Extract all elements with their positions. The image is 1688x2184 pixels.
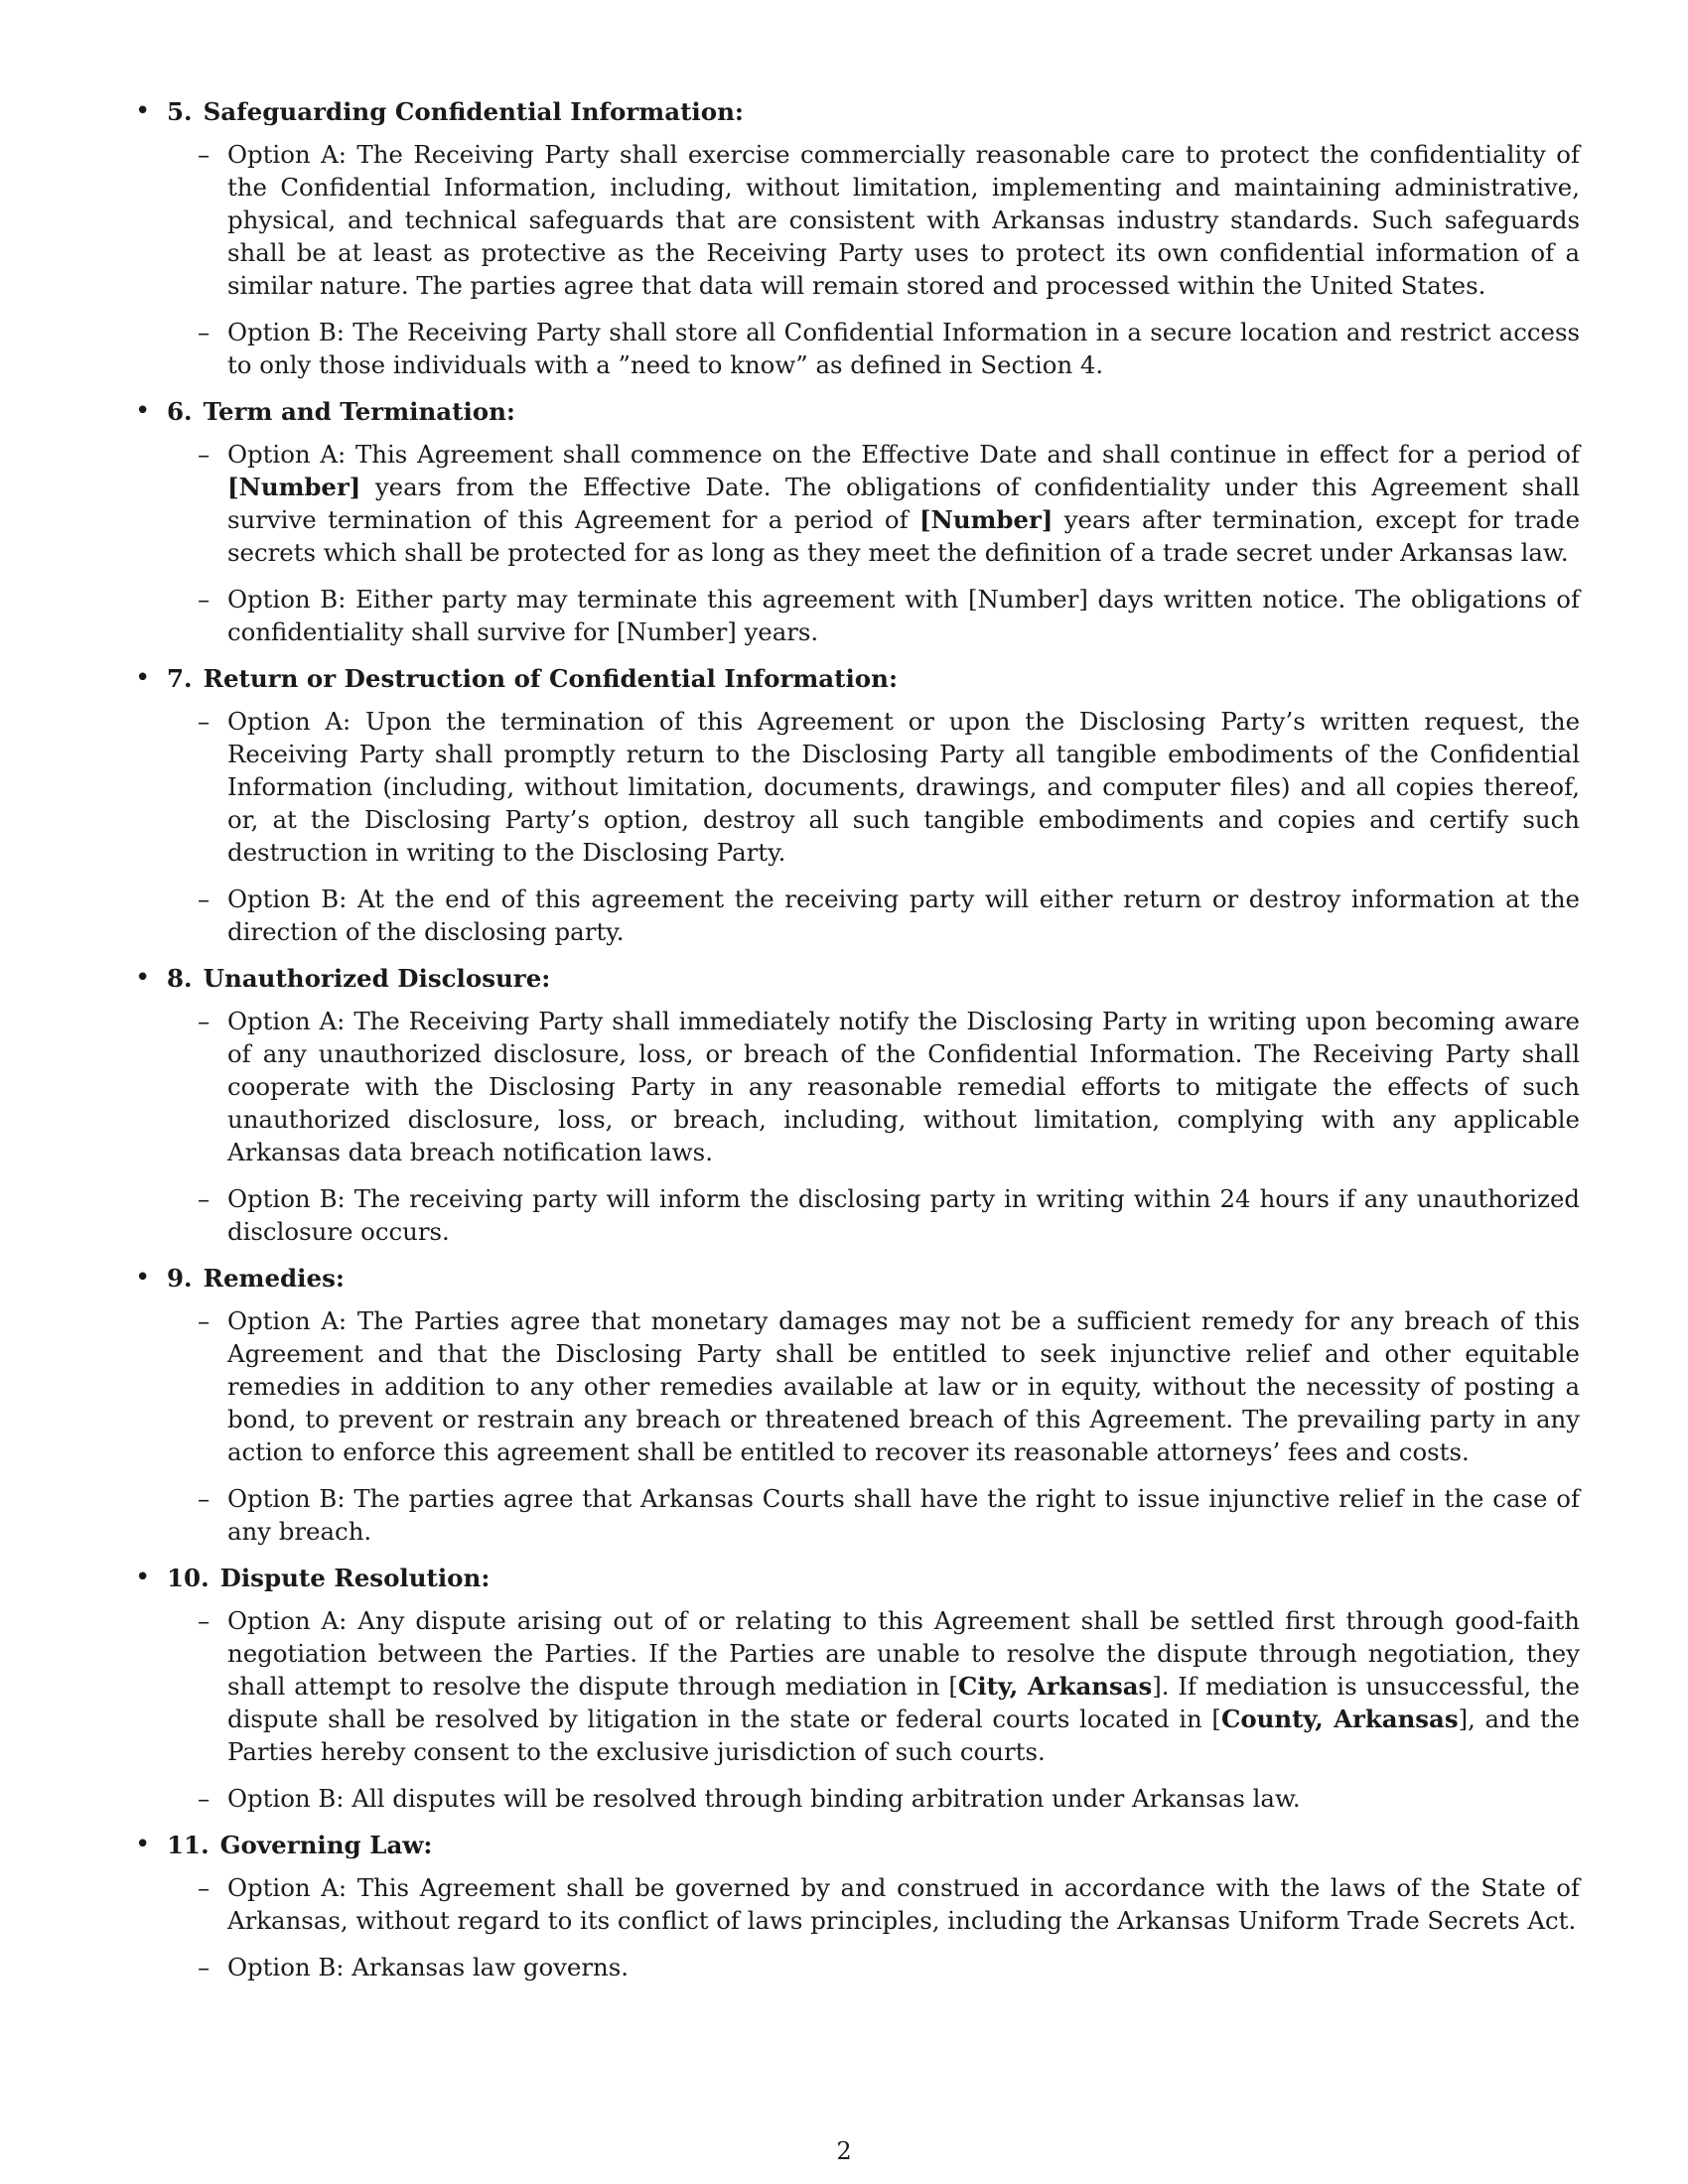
option-item [167,583,1580,648]
option-text: Option A: Any dispute arising out of or relating to this Agreement shall be settled first through good-faith negotiation between the Parties. If the Parties are unable to resolve the dispute through negotiation, they shall attempt to resolve the dispute through mediation in [227,1606,1580,1701]
option-text: years from the Effective Date. The obligations of confidentiality under this Agreement shall survive termination of this Agreement for a period of [227,473,1580,534]
option-item [167,438,1580,569]
section-heading [167,395,1580,428]
option-text: Option B: At the end of this agreement the receiving party will either return or destroy information at the direction of the disclosing party. [227,885,1580,946]
option-item [167,1182,1580,1248]
section-number: 5. [167,97,193,126]
option-list [167,1304,1580,1548]
option-text: Option B: Arkansas law governs. [227,1953,630,1981]
section-title: Return or Destruction of Confidential Information: [203,664,899,693]
option-text: Option B: The parties agree that Arkansas Courts shall have the right to issue injunctive relief in the case of any breach. [227,1484,1580,1546]
section-heading [167,1262,1580,1295]
dash-icon: – [198,1606,211,1635]
section-heading [167,95,1580,128]
option-text: Option A: Upon the termination of this Agreement or upon the Disclosing Party’s written request, the Receiving Party shall promptly return to the Disclosing Party all tangible embodiments of the Confidential Information (including, without limitation, documents, drawings, and computer files) and all copies thereof, or, at the Disclosing Party’s option, destroy all such tangible embodiments and copies and certify such destruction in writing to the Disclosing Party. [227,707,1580,867]
section-heading [167,662,1580,695]
option-item [167,1782,1580,1815]
dash-icon: – [198,885,211,913]
option-list [167,438,1580,648]
section-number: 11. [167,1831,210,1859]
option-text: [ [948,1672,958,1701]
dash-icon: – [198,585,211,614]
bullet-icon: • [135,963,151,993]
option-item [167,316,1580,381]
dash-icon: – [198,1953,211,1981]
option-text: ]. If mediation is unsuccessful, the dispute shall be resolved by litigation in the state or federal courts located in [227,1672,1580,1733]
section-list [135,95,1580,1997]
option-text: Option A: This Agreement shall be governed by and construed in accordance with the laws of the State of Arkansas, without regard to its conflict of laws principles, including the Arkansas Uniform Trade Secrets Act. [227,1873,1580,1935]
option-item [167,1604,1580,1768]
section-title: Governing Law: [219,1831,433,1859]
placeholder-text: [Number] [227,473,361,501]
dash-icon: – [198,140,211,169]
section-item [135,95,1580,381]
section-item [135,395,1580,648]
section-title: Term and Termination: [203,397,515,426]
bullet-icon: • [135,1830,151,1859]
option-text: Option A: The Parties agree that monetary damages may not be a sufficient remedy for any breach of this Agreement and that the Disclosing Party shall be entitled to seek injunctive relief and other equitable remedies in addition to any other remedies available at law or in equity, without the necessity of posting a bond, to prevent or restrain any breach or threatened breach of this Agreement. The prevailing party in any action to enforce this agreement shall be entitled to recover its reasonable attorneys’ fees and costs. [227,1306,1580,1466]
option-item [167,1951,1580,1983]
section-item [135,962,1580,1248]
placeholder-text: [Number] [919,505,1054,534]
option-list [167,705,1580,948]
option-text: Option A: The Receiving Party shall exercise commercially reasonable care to protect the confidentiality of the Confidential Information, including, without limitation, implementing and maintaining administrative, physical, and technical safeguards that are consistent with Arkansas industry standards. Such safeguards shall be at least as protective as the Receiving Party uses to protect its own confidential information of a similar nature. The parties agree that data will remain stored and processed within the United States. [227,140,1580,300]
section-number: 7. [167,664,193,693]
section-number: 9. [167,1264,193,1293]
option-item [167,1005,1580,1168]
option-text: Option A: The Receiving Party shall immediately notify the Disclosing Party in writing upon becoming aware of any unauthorized disclosure, loss, or breach of the Confidential Information. The Receiving Party shall cooperate with the Disclosing Party in any reasonable remedial efforts to mitigate the effects of such unauthorized disclosure, loss, or breach, including, without limitation, complying with any applicable Arkansas data breach notification laws. [227,1007,1580,1166]
section-item [135,662,1580,948]
section-title: Safeguarding Confidential Information: [203,97,744,126]
bullet-icon: • [135,1563,151,1592]
dash-icon: – [198,1784,211,1813]
option-item [167,138,1580,302]
dash-icon: – [198,1306,211,1335]
section-item [135,1562,1580,1815]
option-text: years after termination, except for trade secrets which shall be protected for as long as they meet the definition of a trade secret under Arkansas law. [227,505,1581,567]
dash-icon: – [198,1184,211,1213]
option-item [167,883,1580,948]
dash-icon: – [198,1484,211,1513]
dash-icon: – [198,707,211,736]
section-heading [167,1562,1580,1594]
option-text: Option B: The receiving party will inform the disclosing party in writing within 24 hours if any unauthorized disclosure occurs. [227,1184,1580,1246]
section-number: 8. [167,964,193,993]
option-list [167,138,1580,381]
option-text: Option A: This Agreement shall commence on the Effective Date and shall continue in effect for a period of [227,440,1580,469]
section-title: Remedies: [203,1264,345,1293]
section-number: 10. [167,1564,210,1592]
dash-icon: – [198,440,211,469]
section-title: Unauthorized Disclosure: [203,964,551,993]
section-item [135,1262,1580,1548]
dash-icon: – [198,1873,211,1902]
section-heading [167,962,1580,995]
option-text: Option B: The Receiving Party shall store all Confidential Information in a secure location and restrict access to only those individuals with a ”need to know” as defined in Section 4. [227,318,1580,379]
bullet-icon: • [135,396,151,426]
dash-icon: – [198,1007,211,1035]
option-text: ], and the Parties hereby consent to the exclusive jurisdiction of such courts. [227,1705,1580,1766]
section-item [135,1829,1580,1983]
section-number: 6. [167,397,193,426]
dash-icon: – [198,318,211,346]
bullet-icon: • [135,96,151,126]
page-number: 2 [836,2137,852,2165]
option-item [167,1482,1580,1548]
option-text: [ [1211,1705,1221,1733]
option-item [167,1871,1580,1937]
placeholder-text: City, Arkansas [957,1672,1153,1701]
section-heading [167,1829,1580,1861]
placeholder-text: County, Arkansas [1220,1705,1459,1733]
option-item [167,705,1580,869]
bullet-icon: • [135,663,151,693]
option-list [167,1604,1580,1815]
option-text: Option B: All disputes will be resolved through binding arbitration under Arkansas law. [227,1784,1301,1813]
option-text: Option B: Either party may terminate this agreement with [Number] days written notice. The obligations of confidentiality shall survive for [Number] years. [227,585,1580,646]
option-list [167,1005,1580,1248]
option-list [167,1871,1580,1983]
section-title: Dispute Resolution: [219,1564,491,1592]
option-item [167,1304,1580,1468]
bullet-icon: • [135,1263,151,1293]
